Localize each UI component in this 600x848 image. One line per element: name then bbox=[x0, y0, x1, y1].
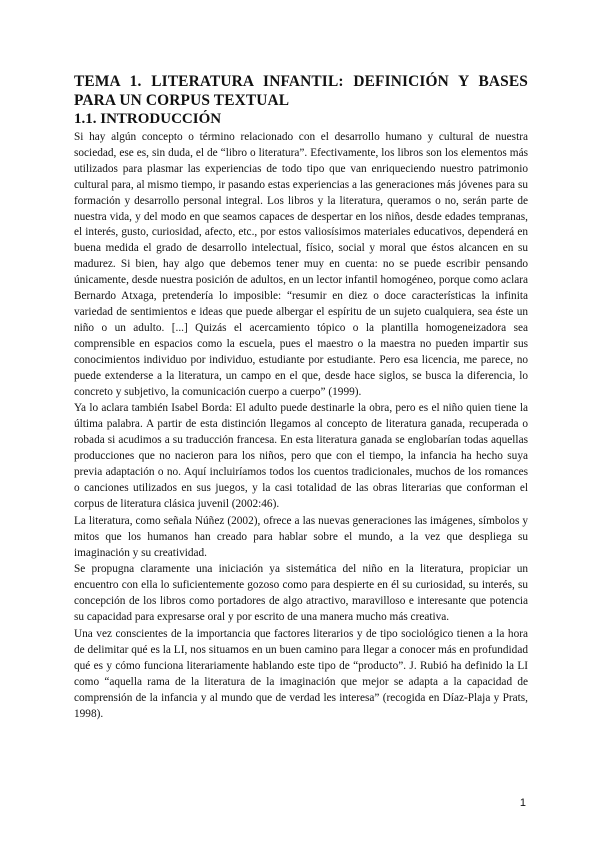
document-title: TEMA 1. LITERATURA INFANTIL: DEFINICIÓN Y BASES PARA UN CORPUS TEXTUAL bbox=[74, 73, 528, 109]
paragraph-4: Se propugna claramente una iniciación ya sistemática del niño en la literatura, propiciar un encuentro con ella lo suficientemente gozoso como para despierte en él su curiosidad, su interés, su concepción de los libros como portadores de algo atractivo, maravilloso e interesante que potencia su capacidad para expresarse oral y por escrito de una manera mucho más creativa. bbox=[74, 563, 528, 624]
paragraph-5: Una vez conscientes de la importancia que factores literarios y de tipo sociológico tienen a la hora de delimitar qué es la LI, nos situamos en un buen camino para llegar a conocer más en profundidad qué es y cómo funciona literariamente hablando este tipo de “producto”. J. Rubió ha definido la LI como “aquella rama de la literatura de la imaginación que mejor se adapta a la capacidad de comprensión de la infancia y al mundo que de verdad les interesa” (recogida en Díaz-Plaja y Prats, 1998). bbox=[74, 628, 528, 720]
paragraph-3: La literatura, como señala Núñez (2002), ofrece a las nuevas generaciones las imágenes, símbolos y mitos que los humanos han creado para hablar sobre el mundo, a la vez que despliega su imaginación y su creatividad. bbox=[74, 514, 528, 559]
paragraph-1: Si hay algún concepto o término relacionado con el desarrollo humano y cultural de nuestra sociedad, ese es, sin duda, el de “libro o literatura”. Efectivamente, los libros son los elementos más utilizados para plasmar las experiencias de todo tipo que van enriqueciendo nuestro patrimonio cultural para, al mismo tiempo, ir pasando estas experiencias a las generaciones más jóvenes para su formación y desarrollo personal integral. Los libros y la literatura, queramos o no, serán parte de nuestra vida, y del modo en que seamos capaces de despertar en los niños, desde edades tempranas, el interés, gusto, curiosidad, afecto, etc., por estos valiosísimos materiales educativos, dependerá en buena medida el grado de desarrollo intelectual, físico, social y moral que éstos alcancen en su madurez. Si bien, hay algo que debemos tener muy en cuenta: no se puede escribir pensando únicamente, desde nuestra posición de adultos, en un lector infantil homogéneo, porque como aclara Bernardo Atxaga, pretendería lo imposible: “resumir en diez o doce características la infinita variedad de sentimientos e ideas que puede albergar el espíritu de un sujeto cualquiera, sea éste un niño o un adulto. [...] Quizás el acercamiento tópico o la plantilla homogeneizadora sea comprensible en espacios como la escuela, pues el maestro o la maestra no pueden impartir sus conocimientos individuo por individuo, estudiante por estudiante. Pero esa licencia, me parece, no puede extenderse a la literatura, un campo en el que, desde hace siglos, se busca la diferencia, lo concreto y subjetivo, la comunicación cuerpo a cuerpo” (1999). bbox=[74, 131, 528, 398]
page-number: 1 bbox=[519, 797, 526, 809]
section-heading: 1.1. INTRODUCCIÓN bbox=[74, 111, 222, 127]
paragraph-2: Ya lo aclara también Isabel Borda: El adulto puede destinarle la obra, pero es el niño quien tiene la última palabra. A partir de esta distinción llegamos al concepto de literatura ganada, recuperada o robada si acudimos a su traducción francesa. En esta literatura ganada se englobarían todas aquellas producciones que no nacieron para los niños, pero que con el tiempo, la infancia ha hecho suya previa adaptación o no. Aquí incluiríamos todos los cuentos tradicionales, muchos de los romances o canciones utilizados en sus juegos, y la casi totalidad de las obras literarias que conforman el corpus de literatura clásica juvenil (2002:46). bbox=[74, 402, 528, 510]
